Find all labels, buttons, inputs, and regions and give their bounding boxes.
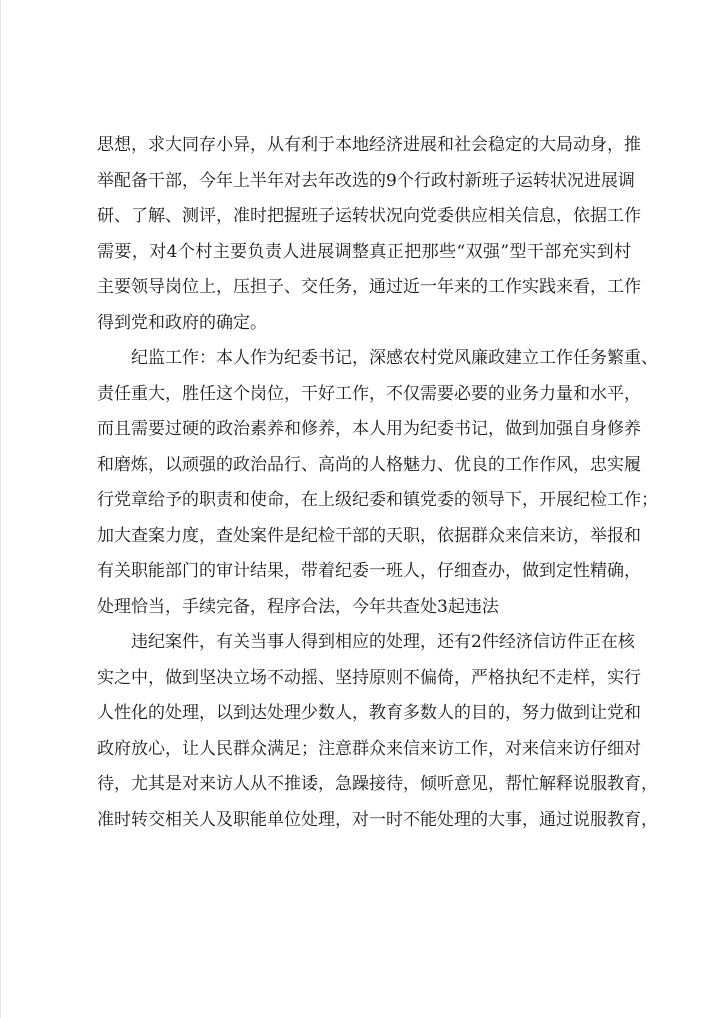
text-line: 实之中，做到坚决立场不动摇、坚持原则不偏倚，严格执纪不走样，实行: [97, 667, 641, 688]
text-line: 得到党和政府的确定。: [97, 312, 267, 333]
text-line: 责任重大，胜任这个岗位，干好工作，不仅需要必要的业务力量和水平，: [97, 383, 641, 404]
text-line: 思想，求大同存小异，从有利于本地经济进展和社会稳定的大局动身，推: [97, 135, 641, 155]
text-line: 主要领导岗位上，压担子、交任务，通过近一年来的工作实践来看，工作: [97, 277, 641, 297]
text-line: 违纪案件，有关当事人得到相应的处理，还有2件经济信访件正在核: [131, 632, 635, 652]
text-line: 准时转交相关人及职能单位处理，对一时不能处理的大事，通过说服教育，: [97, 809, 658, 830]
text-line: 和磨炼，以顽强的政治品行、高尚的人格魅力、优良的工作作风，忠实履: [97, 454, 641, 475]
text-line: 研、了解、测评，准时把握班子运转状况向党委供应相关信息，依据工作: [97, 206, 641, 226]
text-line: 待，尤其是对来访人从不推诿，急躁接待，倾听意见，帮忙解释说服教育，: [97, 774, 658, 794]
text-line: 而且需要过硬的政治素养和修养，本人用为纪委书记，做到加强自身修养: [97, 419, 641, 439]
text-line: 政府放心，让人民群众满足；注意群众来信来访工作，对来信来访仔细对: [97, 738, 641, 759]
text-line: 需要，对4个村主要负责人进展调整真正把那些“双强”型干部充实到村: [97, 241, 631, 262]
text-line: 人性化的处理，以到达处理少数人，教育多数人的目的，努力做到让党和: [97, 703, 641, 723]
text-line: 行党章给予的职责和使命，在上级纪委和镇党委的领导下，开展纪检工作；: [97, 490, 658, 510]
document-body: [97, 128, 658, 838]
text-line: 处理恰当，手续完备，程序合法，今年共查处3起违法: [97, 596, 499, 617]
paragraph-3: [97, 625, 658, 838]
text-line: 有关职能部门的审计结果，带着纪委一班人，仔细查办，做到定性精确，: [97, 561, 641, 581]
paragraph-2: [97, 341, 658, 625]
paragraph-1: [97, 128, 641, 341]
text-line: 举配备干部，今年上半年对去年改选的9个行政村新班子运转状况进展调: [97, 170, 635, 191]
text-line: 纪监工作：本人作为纪委书记，深感农村党风廉政建立工作任务繁重、: [131, 348, 658, 368]
text-line: 加大查案力度，查处案件是纪检干部的天职，依据群众来信来访，举报和: [97, 525, 641, 546]
